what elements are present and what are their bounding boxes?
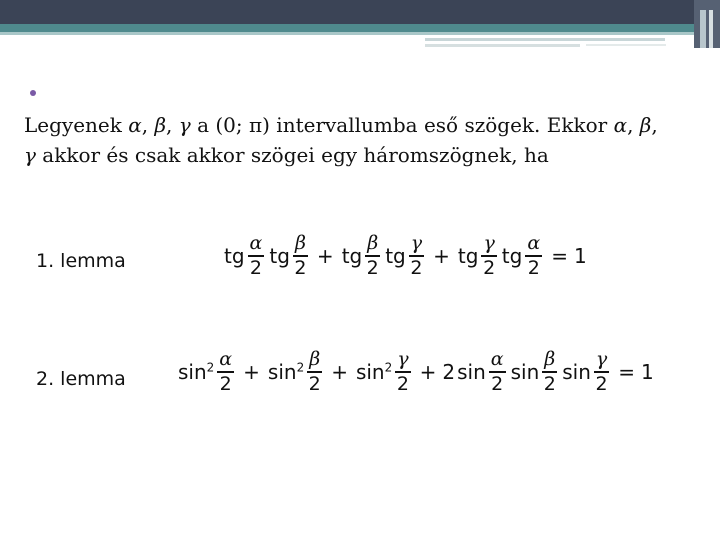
denominator: 2 xyxy=(491,372,504,395)
equals-sign: = xyxy=(618,359,636,384)
denominator: 2 xyxy=(595,372,608,395)
exponent: 2 xyxy=(206,360,215,375)
tg-function: tg xyxy=(501,243,523,268)
numerator: α xyxy=(490,348,504,370)
alpha-symbol: α xyxy=(613,113,628,137)
fraction-alpha-half xyxy=(248,234,265,278)
fraction-beta-half xyxy=(307,350,322,394)
denominator: 2 xyxy=(410,256,423,279)
tg-function: tg xyxy=(269,243,290,268)
fraction-beta-half xyxy=(293,234,308,278)
intro-text: akkor és csak akkor szögei egy háromszögnek, ha xyxy=(35,143,549,167)
denominator: 2 xyxy=(249,256,263,279)
fraction-alpha-half xyxy=(525,234,542,278)
sin-function xyxy=(178,360,214,384)
numerator: α xyxy=(219,348,233,370)
denominator: 2 xyxy=(219,372,232,395)
fraction-gamma-half xyxy=(395,350,410,394)
sin-function xyxy=(268,360,304,384)
intro-text: a xyxy=(190,113,216,137)
plus-sign: + xyxy=(243,359,260,384)
sin-function: sin xyxy=(510,359,540,384)
sin-function: sin xyxy=(457,359,486,384)
numerator: γ xyxy=(410,232,423,254)
tg-function: tg xyxy=(385,243,406,268)
bullet-icon xyxy=(30,90,36,96)
header-right-strip xyxy=(694,0,720,48)
fraction-alpha-half xyxy=(489,350,506,394)
header-deco-bar xyxy=(586,44,666,46)
header-deco-bar xyxy=(425,44,580,47)
header-accent-line-light xyxy=(0,32,720,35)
tg-function: tg xyxy=(341,243,363,268)
gamma-symbol: γ xyxy=(24,143,36,167)
sin-function xyxy=(356,360,392,384)
fraction-gamma-half xyxy=(481,234,496,278)
lemma-2-label: 2. lemma xyxy=(36,368,126,390)
intro-text: , xyxy=(141,113,155,137)
sin-label: sin xyxy=(178,359,207,384)
fraction-alpha-half xyxy=(217,350,234,394)
denominator: 2 xyxy=(294,256,307,279)
intro-text: , xyxy=(651,113,658,137)
fraction-beta-half xyxy=(365,234,380,278)
alpha-symbol: α xyxy=(128,113,142,137)
lemma-2-formula xyxy=(176,350,654,394)
beta-symbol: β xyxy=(154,113,167,137)
intro-text: intervallumba eső szögek. Ekkor xyxy=(269,113,614,137)
lemma-1-formula xyxy=(222,234,587,278)
sin-function: sin xyxy=(562,359,591,384)
denominator: 2 xyxy=(527,256,540,279)
gamma-symbol: γ xyxy=(178,113,191,137)
intro-text: , xyxy=(627,113,640,137)
fraction-gamma-half xyxy=(594,350,609,394)
exponent: 2 xyxy=(296,360,305,375)
denominator: 2 xyxy=(308,372,321,395)
header-deco-bar xyxy=(425,38,665,41)
plus-sign: + xyxy=(433,243,450,268)
denominator: 2 xyxy=(366,256,379,279)
intro-text: , xyxy=(166,113,179,137)
header-band xyxy=(0,0,720,24)
intro-text: Legyenek xyxy=(24,113,129,137)
header-accent-line xyxy=(0,24,720,32)
equals-sign: = xyxy=(551,243,568,268)
plus-sign: + xyxy=(419,359,437,384)
rhs-value: 1 xyxy=(573,243,587,268)
header-right-strip-detail xyxy=(700,10,706,48)
numerator: β xyxy=(309,348,321,370)
numerator: α xyxy=(527,232,541,254)
header-right-strip-detail xyxy=(709,10,713,48)
numerator: γ xyxy=(397,348,409,370)
numerator: β xyxy=(294,232,306,254)
rhs-value: 1 xyxy=(641,359,654,384)
numerator: β xyxy=(544,348,556,370)
lemma-1-label: 1. lemma xyxy=(36,250,126,272)
denominator: 2 xyxy=(396,372,409,395)
numerator: β xyxy=(367,232,379,254)
tg-function: tg xyxy=(457,243,479,268)
plus-sign: + xyxy=(316,243,334,268)
fraction-beta-half xyxy=(542,350,557,394)
sin-label: sin xyxy=(355,359,385,384)
intro-paragraph xyxy=(24,110,704,170)
beta-symbol: β xyxy=(639,113,652,137)
numerator: γ xyxy=(595,348,608,370)
plus-sign: + xyxy=(331,359,348,384)
coefficient: 2 xyxy=(442,359,456,384)
denominator: 2 xyxy=(543,372,556,395)
denominator: 2 xyxy=(483,256,496,279)
interval: (0; π) xyxy=(215,113,270,137)
exponent: 2 xyxy=(384,360,393,375)
sin-label: sin xyxy=(267,359,297,384)
tg-function: tg xyxy=(224,243,245,268)
fraction-gamma-half xyxy=(409,234,424,278)
numerator: γ xyxy=(483,232,495,254)
numerator: α xyxy=(249,232,263,254)
